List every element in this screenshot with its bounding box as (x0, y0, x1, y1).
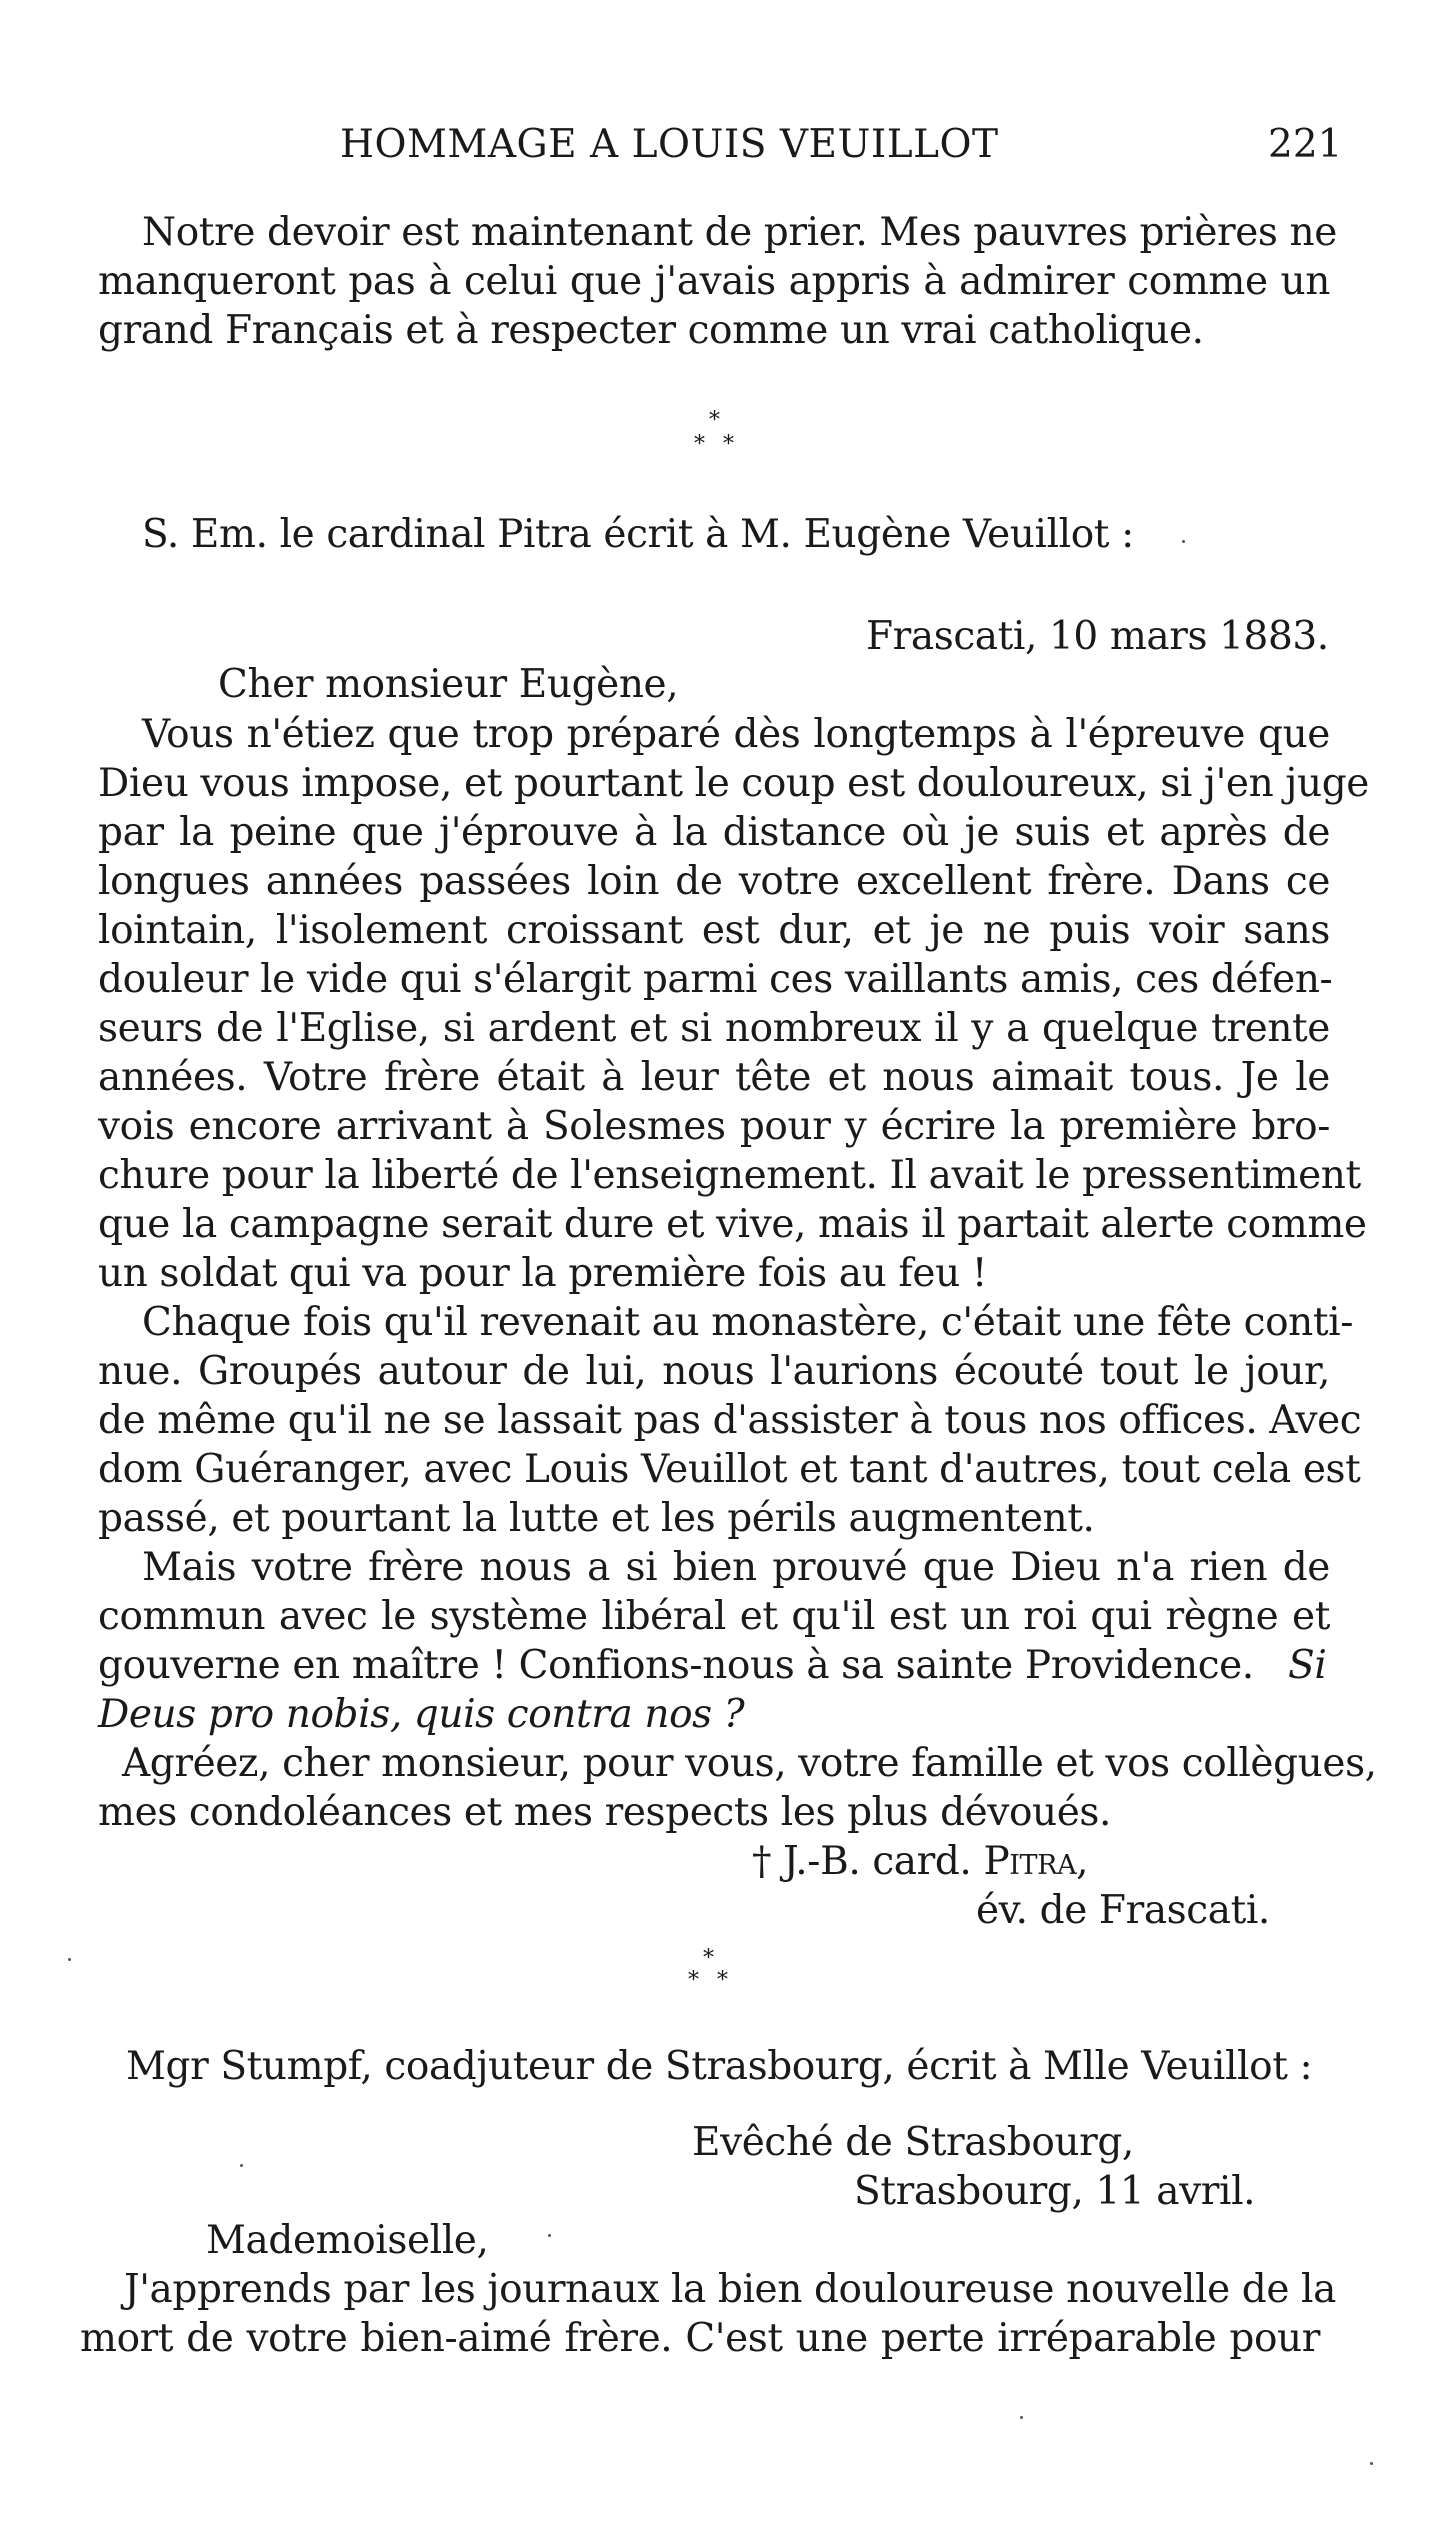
text-line: Agréez, cher monsieur, pour vous, votre famille et vos collègues, (122, 1741, 1377, 1786)
scan-speck (240, 2164, 243, 2167)
letter-intro: Mgr Stumpf, coadjuteur de Strasbourg, écrit à Mlle Veuillot : (126, 2044, 1313, 2089)
text-line: mort de votre bien-aimé frère. C'est une perte irréparable pour (80, 2316, 1320, 2361)
text-line: douleur le vide qui s'élargit parmi ces vaillants amis, ces défen- (98, 957, 1333, 1002)
signature-name: Pitra, (983, 1839, 1089, 1884)
dateline: Frascati, 10 mars 1883. (866, 614, 1329, 659)
text-line: manqueront pas à celui que j'avais appris à admirer comme un (98, 259, 1330, 304)
text-line: longues années passées loin de votre excellent frère. Dans ce (98, 859, 1330, 904)
asterism-star: * (703, 1946, 714, 1971)
text-line: années. Votre frère était à leur tête et nous aimait tous. Je le (98, 1055, 1330, 1100)
asterism-star: * (694, 432, 705, 457)
text-line: grand Français et à respecter comme un vrai catholique. (98, 308, 1204, 353)
text-line: un soldat qui va pour la première fois au feu ! (98, 1251, 988, 1296)
asterism-star: * (709, 408, 720, 433)
page-number: 221 (1268, 122, 1343, 167)
text-line: dom Guéranger, avec Louis Veuillot et tant d'autres, tout cela est (98, 1447, 1361, 1492)
text-line: de même qu'il ne se lassait pas d'assister à tous nos offices. Avec (98, 1398, 1362, 1443)
text-line: mes condoléances et mes respects les plus dévoués. (98, 1790, 1112, 1835)
signature (752, 1837, 1088, 1887)
address-line: Strasbourg, 11 avril. (854, 2169, 1256, 2214)
text-line: Dieu vous impose, et pourtant le coup est douloureux, si j'en juge (98, 761, 1369, 806)
signature-prefix: † J.-B. card. (752, 1839, 972, 1884)
text-line (98, 1641, 1254, 1691)
text-line: Mais votre frère nous a si bien prouvé que Dieu n'a rien de (142, 1545, 1330, 1590)
address-line: Evêché de Strasbourg, (692, 2120, 1134, 2165)
scan-speck (1020, 2416, 1023, 2419)
text-line: Chaque fois qu'il revenait au monastère, c'était une fête conti- (142, 1300, 1353, 1345)
latin-quote-start: Si (1288, 1643, 1327, 1688)
scan-speck (1182, 540, 1185, 543)
signature-title: év. de Frascati. (976, 1888, 1270, 1933)
letter-intro: S. Em. le cardinal Pitra écrit à M. Eugène Veuillot : (142, 512, 1134, 557)
salutation: Cher monsieur Eugène, (218, 662, 679, 707)
asterism-star: * (717, 1968, 728, 1993)
asterism-star: * (723, 432, 734, 457)
text-line: lointain, l'isolement croissant est dur, et je ne puis voir sans (98, 908, 1330, 953)
asterism-star: * (688, 1968, 699, 1993)
text-line: passé, et pourtant la lutte et les périls augmentent. (98, 1496, 1095, 1541)
text-line: vois encore arrivant à Solesmes pour y écrire la première bro- (98, 1104, 1330, 1149)
text-line: que la campagne serait dure et vive, mais il partait alerte comme (98, 1202, 1367, 1247)
text-line: commun avec le système libéral et qu'il est un roi qui règne et (98, 1594, 1330, 1639)
text-line: chure pour la liberté de l'enseignement. Il avait le pressentiment (98, 1153, 1361, 1198)
scan-speck (1370, 2462, 1373, 2465)
text-run: gouverne en maître ! Confions-nous à sa sainte Providence. (98, 1643, 1254, 1688)
scan-speck (548, 2234, 551, 2237)
salutation: Mademoiselle, (206, 2218, 489, 2263)
latin-quote: Deus pro nobis, quis contra nos ? (98, 1692, 745, 1737)
text-line: nue. Groupés autour de lui, nous l'aurions écouté tout le jour, (98, 1349, 1330, 1394)
scan-speck (68, 1958, 71, 1961)
running-header: HOMMAGE A LOUIS VEUILLOT (340, 122, 999, 167)
text-line: par la peine que j'éprouve à la distance où je suis et après de (98, 810, 1330, 855)
text-line: Vous n'étiez que trop préparé dès longtemps à l'épreuve que (142, 712, 1330, 757)
text-line: Notre devoir est maintenant de prier. Mes pauvres prières ne (142, 210, 1337, 255)
text-line: J'apprends par les journaux la bien douloureuse nouvelle de la (124, 2267, 1336, 2312)
text-line: seurs de l'Eglise, si ardent et si nombreux il y a quelque trente (98, 1006, 1330, 1051)
